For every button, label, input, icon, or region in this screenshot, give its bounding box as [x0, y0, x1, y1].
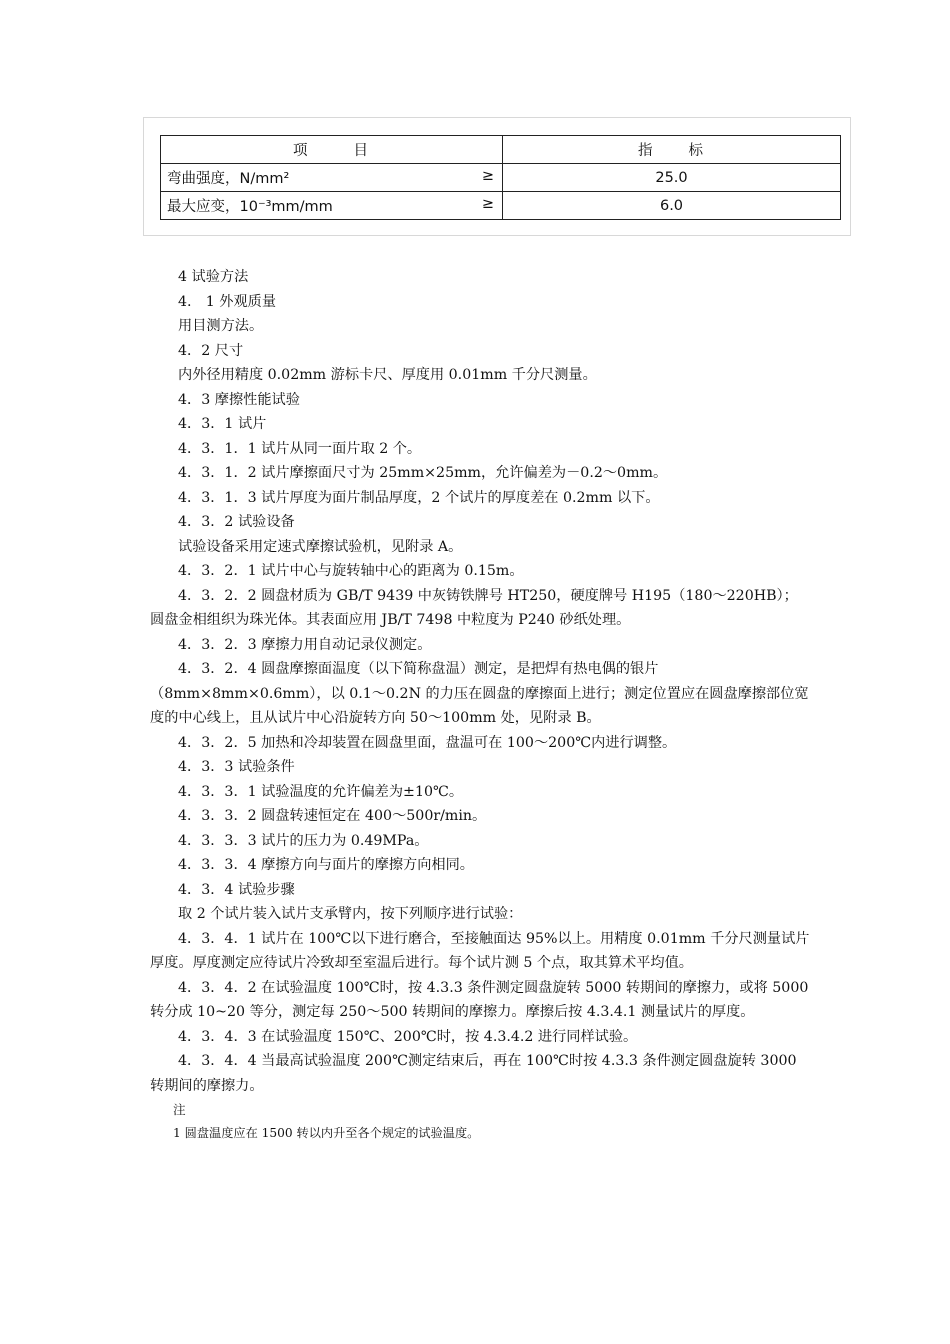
table-row: [161, 192, 841, 220]
note-item: 1 圆盘温度应在 1500 转以内升至各个规定的试验温度。: [173, 1126, 480, 1140]
paragraph: 4．3．4．2 在试验温度 100℃时，按 4.3.3 条件测定圆盘旋转 5000 转期间的摩擦力，或将 5000 转分成 10~20 等分，测定每 250～500 转期间的摩擦力。摩擦后按 4.3.4.1 测量试片的厚度。: [150, 979, 809, 1020]
row-item-label: 最大应变，10⁻³mm/mm: [167, 199, 333, 215]
table-header-row: [161, 136, 841, 164]
header-index-a: 指: [638, 143, 655, 159]
header-item-a: 项: [293, 143, 310, 159]
text-line: 4．3．3．3 试片的压力为 0.49MPa。: [178, 832, 429, 849]
paragraph: 4．3．4．3 在试验温度 150℃、200℃时，按 4.3.4.2 进行同样试验。: [178, 1028, 638, 1045]
subsection-heading: 4．3．3 试验条件: [178, 759, 295, 775]
header-index: [503, 136, 841, 164]
text-line: 4．3．3．2 圆盘转速恒定在 400～500r/min。: [178, 808, 487, 824]
text-line: 4．3．2．5 加热和冷却装置在圆盘里面，盘温可在 100～200℃内进行调整。: [178, 734, 677, 751]
subsection-heading: 4．3 摩擦性能试验: [178, 391, 300, 408]
text-line: 4．3．3．1 试验温度的允许偏差为±10℃。: [178, 783, 464, 800]
header-item-b: 目: [353, 143, 370, 159]
text-line: 4．3．1．2 试片摩擦面尺寸为 25mm×25mm，允许偏差为－0.2～0mm。: [178, 465, 668, 481]
text-line: 4．3．1．1 试片从同一面片取 2 个。: [178, 440, 422, 457]
text-line: 4．3．2．1 试片中心与旋转轴中心的距离为 0.15m。: [178, 563, 524, 579]
row-item: [161, 164, 503, 192]
paragraph: 4．3．2．4 圆盘摩擦面温度（以下简称盘温）测定，是把焊有热电偶的银片（8mm×8mm×0.6mm），以 0.1～0.2N 的力压在圆盘的摩擦面上进行；测定位置应在圆盘摩擦部位宽度的中心线上，且从试片中心沿旋转方向 50～100mm 处，见附录 B。: [150, 661, 809, 726]
subsection-heading: 4．2 尺寸: [178, 342, 244, 359]
subsection-heading: 4．3．2 试验设备: [178, 514, 295, 530]
text-line: 用目测方法。: [178, 318, 264, 334]
text-line: 4．3．1．3 试片厚度为面片制品厚度，2 个试片的厚度差在 0.2mm 以下。: [178, 489, 660, 506]
subsection-heading: 4．3．1 试片: [178, 416, 267, 432]
row-value: 25.0: [503, 164, 841, 192]
row-value: 6.0: [503, 192, 841, 220]
header-item: [161, 136, 503, 164]
header-index-b: 标: [688, 143, 705, 159]
ge-symbol: ≥: [481, 168, 494, 184]
note-label: 注: [173, 1102, 186, 1117]
subsection-heading: 4. 1 外观质量: [178, 293, 277, 310]
table-row: [161, 164, 841, 192]
spec-table: [160, 135, 841, 220]
text-line: 内外径用精度 0.02mm 游标卡尺、厚度用 0.01mm 千分尺测量。: [178, 367, 597, 383]
ge-symbol: ≥: [481, 196, 494, 212]
text-line: 取 2 个试片装入试片支承臂内，按下列顺序进行试验：: [178, 906, 523, 922]
text-line: 4．3．2．3 摩擦力用自动记录仪测定。: [178, 636, 432, 653]
text-line: 试验设备采用定速式摩擦试验机，见附录 A。: [178, 538, 463, 555]
row-item-label: 弯曲强度，N/mm²: [167, 171, 290, 187]
paragraph: 4．3．4．1 试片在 100℃以下进行磨合，至接触面达 95%以上。用精度 0.01mm 千分尺测量试片厚度。厚度测定应待试片冷致却至室温后进行。每个试片测 5 个点，取其算术平均值。: [150, 930, 810, 971]
subsection-heading: 4．3．4 试验步骤: [178, 881, 295, 898]
paragraph: 4．3．2．2 圆盘材质为 GB/T 9439 中灰铸铁牌号 HT250，硬度牌号 H195（180～220HB）；圆盘金相组织为珠光体。其表面应用 JB/T 7498 中粒度为 P240 砂纸处理。: [150, 587, 798, 628]
section-heading: 4 试验方法: [178, 269, 249, 285]
paragraph: 4．3．4．4 当最高试验温度 200℃测定结束后，再在 100℃时按 4.3.3 条件测定圆盘旋转 3000 转期间的摩擦力。: [150, 1053, 797, 1094]
text-line: 4．3．3．4 摩擦方向与面片的摩擦方向相同。: [178, 857, 474, 873]
document-body: [150, 265, 810, 1145]
row-item: [161, 192, 503, 220]
